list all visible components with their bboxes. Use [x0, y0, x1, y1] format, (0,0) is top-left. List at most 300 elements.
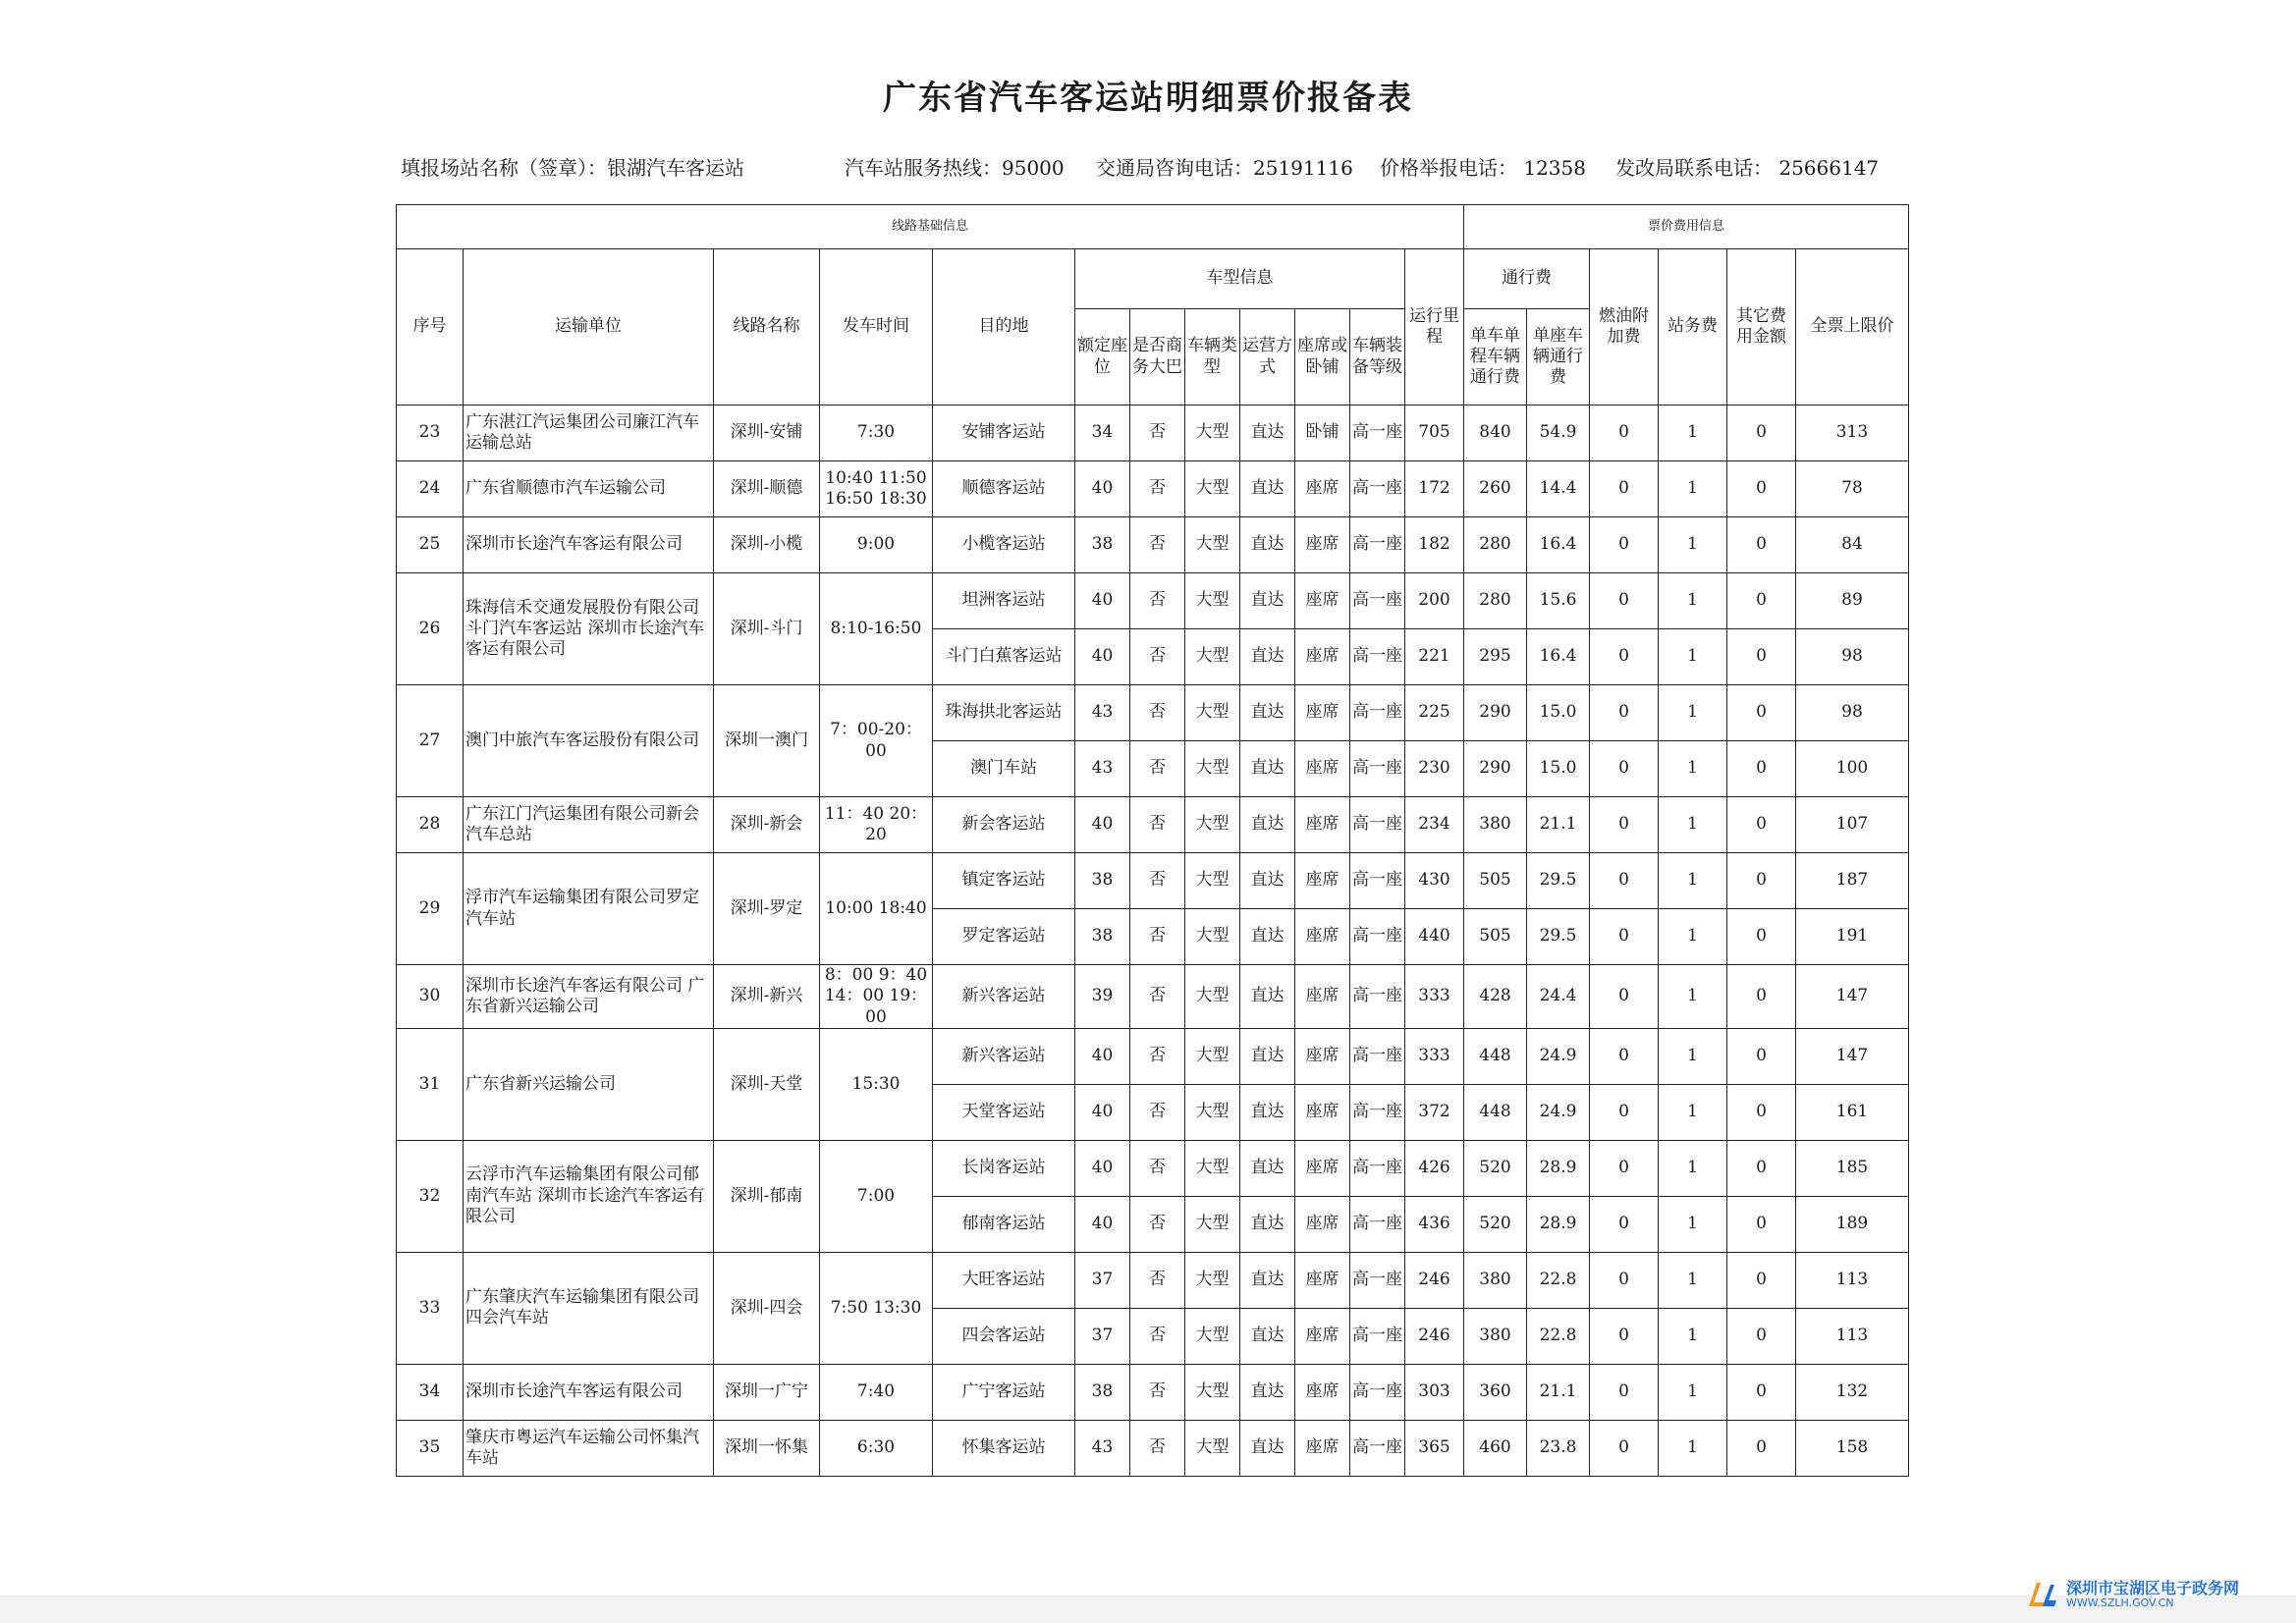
cell-operator: 广东江门汽运集团有限公司新会汽车总站 — [464, 797, 714, 853]
site-logo-icon — [2025, 1577, 2060, 1612]
cell-distance: 230 — [1405, 741, 1464, 797]
cell-grade: 高一座 — [1350, 1196, 1405, 1252]
cell-operator: 深圳市长途汽车客运有限公司 — [464, 1364, 714, 1420]
col-operator: 运输单位 — [464, 249, 714, 406]
cell-vehicle-type: 大型 — [1185, 853, 1240, 909]
cell-toll-single: 295 — [1464, 629, 1527, 685]
cell-operation-mode: 直达 — [1240, 909, 1295, 965]
cell-toll-single: 360 — [1464, 1364, 1527, 1420]
cell-max-price: 98 — [1796, 685, 1909, 741]
cell-vehicle-type: 大型 — [1185, 1420, 1240, 1476]
cell-seq: 34 — [397, 1364, 464, 1420]
cell-max-price: 313 — [1796, 406, 1909, 461]
col-toll-single: 单车单程车辆通行费 — [1464, 309, 1527, 406]
station-hotline: 汽车站服务热线：95000 — [845, 156, 1065, 180]
cell-operation-mode: 直达 — [1240, 461, 1295, 517]
cell-seq: 29 — [397, 853, 464, 965]
cell-route: 深圳-郁南 — [714, 1140, 820, 1252]
cell-grade: 高一座 — [1350, 1364, 1405, 1420]
cell-station-fee: 1 — [1659, 1308, 1727, 1364]
cell-departure: 10:40 11:50 16:50 18:30 — [820, 461, 933, 517]
cell-operation-mode: 直达 — [1240, 741, 1295, 797]
cell-distance: 365 — [1405, 1420, 1464, 1476]
cell-operator: 广东省顺德市汽车运输公司 — [464, 461, 714, 517]
cell-vehicle-type: 大型 — [1185, 629, 1240, 685]
cell-route: 深圳一怀集 — [714, 1420, 820, 1476]
cell-route: 深圳-罗定 — [714, 853, 820, 965]
cell-distance: 234 — [1405, 797, 1464, 853]
ndrc-phone: 发改局联系电话： 25666147 — [1615, 156, 1880, 180]
cell-operation-mode: 直达 — [1240, 1252, 1295, 1308]
cell-operator: 深圳市长途汽车客运有限公司 广东省新兴运输公司 — [464, 965, 714, 1029]
cell-vehicle-type: 大型 — [1185, 965, 1240, 1029]
cell-operation-mode: 直达 — [1240, 1140, 1295, 1196]
cell-toll-seat: 23.8 — [1527, 1420, 1590, 1476]
col-operation-mode: 运营方式 — [1240, 309, 1295, 406]
cell-seats: 43 — [1075, 741, 1130, 797]
col-station-fee: 站务费 — [1659, 249, 1727, 406]
cell-seats: 43 — [1075, 1420, 1130, 1476]
cell-max-price: 113 — [1796, 1308, 1909, 1364]
cell-operation-mode: 直达 — [1240, 406, 1295, 461]
cell-distance: 333 — [1405, 965, 1464, 1029]
cell-fuel: 0 — [1590, 1364, 1659, 1420]
cell-toll-single: 428 — [1464, 965, 1527, 1029]
table-row — [397, 853, 1909, 909]
cell-departure: 11：40 20：20 — [820, 797, 933, 853]
cell-grade: 高一座 — [1350, 909, 1405, 965]
cell-destination: 斗门白蕉客运站 — [933, 629, 1075, 685]
logo-name: 深圳市宝湖区电子政务网 — [2065, 1579, 2239, 1598]
cell-seat-sleeper: 座席 — [1295, 1364, 1350, 1420]
cell-other: 0 — [1727, 741, 1796, 797]
cell-other: 0 — [1727, 629, 1796, 685]
cell-other: 0 — [1727, 1196, 1796, 1252]
cell-seats: 37 — [1075, 1308, 1130, 1364]
section-route-info: 线路基础信息 — [397, 205, 1464, 249]
cell-toll-seat: 28.9 — [1527, 1140, 1590, 1196]
cell-distance: 426 — [1405, 1140, 1464, 1196]
cell-other: 0 — [1727, 1028, 1796, 1084]
cell-distance: 221 — [1405, 629, 1464, 685]
cell-departure: 7:50 13:30 — [820, 1252, 933, 1364]
cell-seat-sleeper: 座席 — [1295, 797, 1350, 853]
col-business: 是否商务大巴 — [1130, 309, 1185, 406]
cell-seats: 37 — [1075, 1252, 1130, 1308]
cell-distance: 436 — [1405, 1196, 1464, 1252]
cell-fuel: 0 — [1590, 853, 1659, 909]
cell-fuel: 0 — [1590, 909, 1659, 965]
cell-distance: 333 — [1405, 1028, 1464, 1084]
table-row — [397, 461, 1909, 517]
cell-business: 否 — [1130, 1196, 1185, 1252]
col-max-price: 全票上限价 — [1796, 249, 1909, 406]
cell-distance: 440 — [1405, 909, 1464, 965]
cell-distance: 182 — [1405, 517, 1464, 573]
cell-max-price: 98 — [1796, 629, 1909, 685]
cell-destination: 新兴客运站 — [933, 965, 1075, 1029]
cell-seq: 24 — [397, 461, 464, 517]
cell-station-fee: 1 — [1659, 517, 1727, 573]
cell-departure: 10:00 18:40 — [820, 853, 933, 965]
cell-destination: 小榄客运站 — [933, 517, 1075, 573]
table-row — [397, 797, 1909, 853]
cell-route: 深圳-斗门 — [714, 573, 820, 685]
cell-toll-seat: 21.1 — [1527, 1364, 1590, 1420]
cell-seats: 40 — [1075, 1028, 1130, 1084]
cell-toll-single: 448 — [1464, 1028, 1527, 1084]
cell-operation-mode: 直达 — [1240, 573, 1295, 629]
cell-station-fee: 1 — [1659, 1140, 1727, 1196]
cell-toll-seat: 15.6 — [1527, 573, 1590, 629]
cell-grade: 高一座 — [1350, 1252, 1405, 1308]
cell-max-price: 161 — [1796, 1084, 1909, 1140]
cell-seat-sleeper: 座席 — [1295, 1308, 1350, 1364]
cell-departure: 8:10-16:50 — [820, 573, 933, 685]
cell-destination: 安铺客运站 — [933, 406, 1075, 461]
cell-other: 0 — [1727, 1084, 1796, 1140]
cell-seat-sleeper: 座席 — [1295, 461, 1350, 517]
cell-other: 0 — [1727, 853, 1796, 909]
cell-seat-sleeper: 座席 — [1295, 517, 1350, 573]
cell-operator: 澳门中旅汽车客运股份有限公司 — [464, 685, 714, 797]
cell-business: 否 — [1130, 573, 1185, 629]
cell-seats: 40 — [1075, 1140, 1130, 1196]
cell-departure: 7:40 — [820, 1364, 933, 1420]
cell-destination: 罗定客运站 — [933, 909, 1075, 965]
cell-seq: 28 — [397, 797, 464, 853]
cell-toll-single: 380 — [1464, 1308, 1527, 1364]
table-row — [397, 406, 1909, 461]
section-fare-info: 票价费用信息 — [1464, 205, 1909, 249]
cell-toll-seat: 24.4 — [1527, 965, 1590, 1029]
cell-station-fee: 1 — [1659, 965, 1727, 1029]
table-row — [397, 965, 1909, 1029]
cell-fuel: 0 — [1590, 1084, 1659, 1140]
cell-vehicle-type: 大型 — [1185, 1196, 1240, 1252]
cell-operation-mode: 直达 — [1240, 1308, 1295, 1364]
cell-max-price: 84 — [1796, 517, 1909, 573]
cell-route: 深圳-新会 — [714, 797, 820, 853]
cell-max-price: 158 — [1796, 1420, 1909, 1476]
cell-fuel: 0 — [1590, 797, 1659, 853]
cell-toll-single: 520 — [1464, 1140, 1527, 1196]
table-row — [397, 573, 1909, 629]
cell-grade: 高一座 — [1350, 1308, 1405, 1364]
cell-operation-mode: 直达 — [1240, 853, 1295, 909]
cell-grade: 高一座 — [1350, 1028, 1405, 1084]
cell-other: 0 — [1727, 1420, 1796, 1476]
cell-departure: 7:30 — [820, 406, 933, 461]
footer-band — [0, 1596, 2296, 1623]
cell-seat-sleeper: 座席 — [1295, 1028, 1350, 1084]
cell-seats: 38 — [1075, 1364, 1130, 1420]
col-seat-sleeper: 座席或卧铺 — [1295, 309, 1350, 406]
cell-operator: 广东肇庆汽车运输集团有限公司四会汽车站 — [464, 1252, 714, 1364]
cell-toll-seat: 21.1 — [1527, 797, 1590, 853]
cell-seats: 34 — [1075, 406, 1130, 461]
cell-toll-single: 505 — [1464, 909, 1527, 965]
cell-fuel: 0 — [1590, 965, 1659, 1029]
cell-toll-seat: 15.0 — [1527, 685, 1590, 741]
cell-other: 0 — [1727, 461, 1796, 517]
fare-table-body — [397, 406, 1909, 1477]
cell-grade: 高一座 — [1350, 517, 1405, 573]
cell-max-price: 189 — [1796, 1196, 1909, 1252]
col-seats: 额定座位 — [1075, 309, 1130, 406]
cell-operation-mode: 直达 — [1240, 1084, 1295, 1140]
cell-seat-sleeper: 座席 — [1295, 685, 1350, 741]
cell-route: 深圳-四会 — [714, 1252, 820, 1364]
cell-departure: 7:00 — [820, 1140, 933, 1252]
cell-business: 否 — [1130, 797, 1185, 853]
cell-max-price: 191 — [1796, 909, 1909, 965]
cell-vehicle-type: 大型 — [1185, 741, 1240, 797]
cell-grade: 高一座 — [1350, 629, 1405, 685]
cell-operator: 肇庆市粤运汽车运输公司怀集汽车站 — [464, 1420, 714, 1476]
cell-business: 否 — [1130, 461, 1185, 517]
cell-route: 深圳-安铺 — [714, 406, 820, 461]
cell-destination: 大旺客运站 — [933, 1252, 1075, 1308]
col-seq: 序号 — [397, 249, 464, 406]
cell-business: 否 — [1130, 1364, 1185, 1420]
cell-toll-seat: 22.8 — [1527, 1308, 1590, 1364]
cell-station-fee: 1 — [1659, 741, 1727, 797]
cell-vehicle-type: 大型 — [1185, 909, 1240, 965]
cell-route: 深圳一广宁 — [714, 1364, 820, 1420]
cell-fuel: 0 — [1590, 517, 1659, 573]
table-row — [397, 1420, 1909, 1476]
cell-seat-sleeper: 座席 — [1295, 909, 1350, 965]
cell-seq: 33 — [397, 1252, 464, 1364]
cell-seats: 38 — [1075, 909, 1130, 965]
cell-seats: 40 — [1075, 573, 1130, 629]
cell-fuel: 0 — [1590, 406, 1659, 461]
cell-fuel: 0 — [1590, 685, 1659, 741]
col-toll-group: 通行费 — [1464, 249, 1590, 309]
cell-seat-sleeper: 座席 — [1295, 1420, 1350, 1476]
cell-fuel: 0 — [1590, 741, 1659, 797]
cell-vehicle-type: 大型 — [1185, 461, 1240, 517]
cell-business: 否 — [1130, 1252, 1185, 1308]
cell-station-fee: 1 — [1659, 1084, 1727, 1140]
cell-max-price: 100 — [1796, 741, 1909, 797]
cell-operation-mode: 直达 — [1240, 965, 1295, 1029]
cell-route: 深圳-顺德 — [714, 461, 820, 517]
cell-fuel: 0 — [1590, 461, 1659, 517]
cell-grade: 高一座 — [1350, 461, 1405, 517]
cell-seat-sleeper: 座席 — [1295, 741, 1350, 797]
cell-vehicle-type: 大型 — [1185, 1140, 1240, 1196]
cell-seq: 25 — [397, 517, 464, 573]
cell-seats: 40 — [1075, 1084, 1130, 1140]
cell-fuel: 0 — [1590, 573, 1659, 629]
cell-business: 否 — [1130, 629, 1185, 685]
fare-table-wrapper — [396, 204, 1909, 1477]
cell-destination: 广宁客运站 — [933, 1364, 1075, 1420]
cell-destination: 镇定客运站 — [933, 853, 1075, 909]
cell-seat-sleeper: 座席 — [1295, 629, 1350, 685]
cell-max-price: 147 — [1796, 1028, 1909, 1084]
cell-seat-sleeper: 座席 — [1295, 1196, 1350, 1252]
cell-departure: 6:30 — [820, 1420, 933, 1476]
cell-other: 0 — [1727, 1364, 1796, 1420]
price-report-phone: 价格举报电话： 12358 — [1380, 156, 1586, 180]
cell-station-fee: 1 — [1659, 1364, 1727, 1420]
cell-destination: 四会客运站 — [933, 1308, 1075, 1364]
cell-toll-seat: 16.4 — [1527, 629, 1590, 685]
cell-seq: 31 — [397, 1028, 464, 1140]
cell-station-fee: 1 — [1659, 1196, 1727, 1252]
cell-departure: 15:30 — [820, 1028, 933, 1140]
cell-seats: 43 — [1075, 685, 1130, 741]
cell-business: 否 — [1130, 1140, 1185, 1196]
cell-operation-mode: 直达 — [1240, 1028, 1295, 1084]
cell-grade: 高一座 — [1350, 741, 1405, 797]
station-name: 填报场站名称（签章）：银湖汽车客运站 — [401, 156, 744, 180]
cell-toll-single: 520 — [1464, 1196, 1527, 1252]
cell-seat-sleeper: 座席 — [1295, 965, 1350, 1029]
cell-other: 0 — [1727, 406, 1796, 461]
cell-destination: 天堂客运站 — [933, 1084, 1075, 1140]
cell-other: 0 — [1727, 517, 1796, 573]
cell-fuel: 0 — [1590, 1308, 1659, 1364]
cell-seq: 35 — [397, 1420, 464, 1476]
cell-station-fee: 1 — [1659, 853, 1727, 909]
cell-max-price: 107 — [1796, 797, 1909, 853]
cell-grade: 高一座 — [1350, 797, 1405, 853]
cell-fuel: 0 — [1590, 1420, 1659, 1476]
cell-seats: 40 — [1075, 461, 1130, 517]
site-logo[interactable] — [2025, 1577, 2239, 1612]
cell-distance: 200 — [1405, 573, 1464, 629]
cell-max-price: 132 — [1796, 1364, 1909, 1420]
cell-max-price: 187 — [1796, 853, 1909, 909]
cell-toll-single: 460 — [1464, 1420, 1527, 1476]
cell-business: 否 — [1130, 741, 1185, 797]
cell-station-fee: 1 — [1659, 573, 1727, 629]
cell-seats: 39 — [1075, 965, 1130, 1029]
cell-route: 深圳一澳门 — [714, 685, 820, 797]
cell-station-fee: 1 — [1659, 1420, 1727, 1476]
cell-toll-seat: 14.4 — [1527, 461, 1590, 517]
cell-vehicle-type: 大型 — [1185, 517, 1240, 573]
cell-operation-mode: 直达 — [1240, 1420, 1295, 1476]
cell-other: 0 — [1727, 965, 1796, 1029]
cell-business: 否 — [1130, 517, 1185, 573]
cell-seq: 26 — [397, 573, 464, 685]
cell-toll-single: 380 — [1464, 797, 1527, 853]
cell-departure: 8：00 9：40 14：00 19：00 — [820, 965, 933, 1029]
cell-seq: 32 — [397, 1140, 464, 1252]
cell-toll-seat: 28.9 — [1527, 1196, 1590, 1252]
cell-toll-single: 448 — [1464, 1084, 1527, 1140]
cell-seat-sleeper: 座席 — [1295, 1252, 1350, 1308]
cell-toll-single: 840 — [1464, 406, 1527, 461]
cell-toll-single: 290 — [1464, 685, 1527, 741]
table-row — [397, 517, 1909, 573]
cell-operation-mode: 直达 — [1240, 1196, 1295, 1252]
cell-max-price: 147 — [1796, 965, 1909, 1029]
cell-toll-seat: 24.9 — [1527, 1028, 1590, 1084]
cell-seq: 23 — [397, 406, 464, 461]
cell-distance: 225 — [1405, 685, 1464, 741]
cell-distance: 303 — [1405, 1364, 1464, 1420]
cell-toll-single: 280 — [1464, 517, 1527, 573]
cell-route: 深圳-小榄 — [714, 517, 820, 573]
cell-destination: 珠海拱北客运站 — [933, 685, 1075, 741]
cell-distance: 372 — [1405, 1084, 1464, 1140]
cell-business: 否 — [1130, 1308, 1185, 1364]
cell-destination: 郁南客运站 — [933, 1196, 1075, 1252]
cell-toll-seat: 54.9 — [1527, 406, 1590, 461]
cell-station-fee: 1 — [1659, 629, 1727, 685]
cell-operation-mode: 直达 — [1240, 797, 1295, 853]
cell-vehicle-type: 大型 — [1185, 406, 1240, 461]
cell-grade: 高一座 — [1350, 406, 1405, 461]
cell-grade: 高一座 — [1350, 1084, 1405, 1140]
cell-route: 深圳-新兴 — [714, 965, 820, 1029]
cell-seats: 40 — [1075, 797, 1130, 853]
cell-toll-single: 260 — [1464, 461, 1527, 517]
cell-seats: 38 — [1075, 517, 1130, 573]
cell-operator: 浮市汽车运输集团有限公司罗定汽车站 — [464, 853, 714, 965]
table-row — [397, 1140, 1909, 1196]
cell-business: 否 — [1130, 1420, 1185, 1476]
cell-destination: 坦洲客运站 — [933, 573, 1075, 629]
cell-vehicle-type: 大型 — [1185, 1252, 1240, 1308]
cell-other: 0 — [1727, 909, 1796, 965]
cell-fuel: 0 — [1590, 1252, 1659, 1308]
cell-max-price: 78 — [1796, 461, 1909, 517]
cell-destination: 顺德客运站 — [933, 461, 1075, 517]
cell-grade: 高一座 — [1350, 965, 1405, 1029]
cell-toll-seat: 24.9 — [1527, 1084, 1590, 1140]
cell-station-fee: 1 — [1659, 1028, 1727, 1084]
cell-departure: 7：00-20：00 — [820, 685, 933, 797]
cell-operation-mode: 直达 — [1240, 629, 1295, 685]
cell-grade: 高一座 — [1350, 685, 1405, 741]
cell-max-price: 89 — [1796, 573, 1909, 629]
cell-seat-sleeper: 座席 — [1295, 573, 1350, 629]
cell-departure: 9:00 — [820, 517, 933, 573]
cell-operation-mode: 直达 — [1240, 1364, 1295, 1420]
cell-other: 0 — [1727, 797, 1796, 853]
cell-distance: 705 — [1405, 406, 1464, 461]
cell-toll-seat: 16.4 — [1527, 517, 1590, 573]
cell-business: 否 — [1130, 965, 1185, 1029]
cell-other: 0 — [1727, 685, 1796, 741]
transport-bureau-phone: 交通局咨询电话：25191116 — [1096, 156, 1353, 180]
cell-station-fee: 1 — [1659, 406, 1727, 461]
col-fuel: 燃油附加费 — [1590, 249, 1659, 406]
cell-distance: 246 — [1405, 1252, 1464, 1308]
cell-vehicle-type: 大型 — [1185, 1028, 1240, 1084]
cell-max-price: 113 — [1796, 1252, 1909, 1308]
cell-toll-seat: 22.8 — [1527, 1252, 1590, 1308]
fare-table — [396, 204, 1909, 1477]
cell-business: 否 — [1130, 406, 1185, 461]
cell-operator: 深圳市长途汽车客运有限公司 — [464, 517, 714, 573]
cell-max-price: 185 — [1796, 1140, 1909, 1196]
col-vehicle-group: 车型信息 — [1075, 249, 1405, 309]
cell-operator: 广东湛江汽运集团公司廉江汽车运输总站 — [464, 406, 714, 461]
cell-toll-single: 290 — [1464, 741, 1527, 797]
cell-grade: 高一座 — [1350, 853, 1405, 909]
cell-operator: 云浮市汽车运输集团有限公司郁南汽车站 深圳市长途汽车客运有限公司 — [464, 1140, 714, 1252]
cell-operation-mode: 直达 — [1240, 517, 1295, 573]
cell-business: 否 — [1130, 685, 1185, 741]
